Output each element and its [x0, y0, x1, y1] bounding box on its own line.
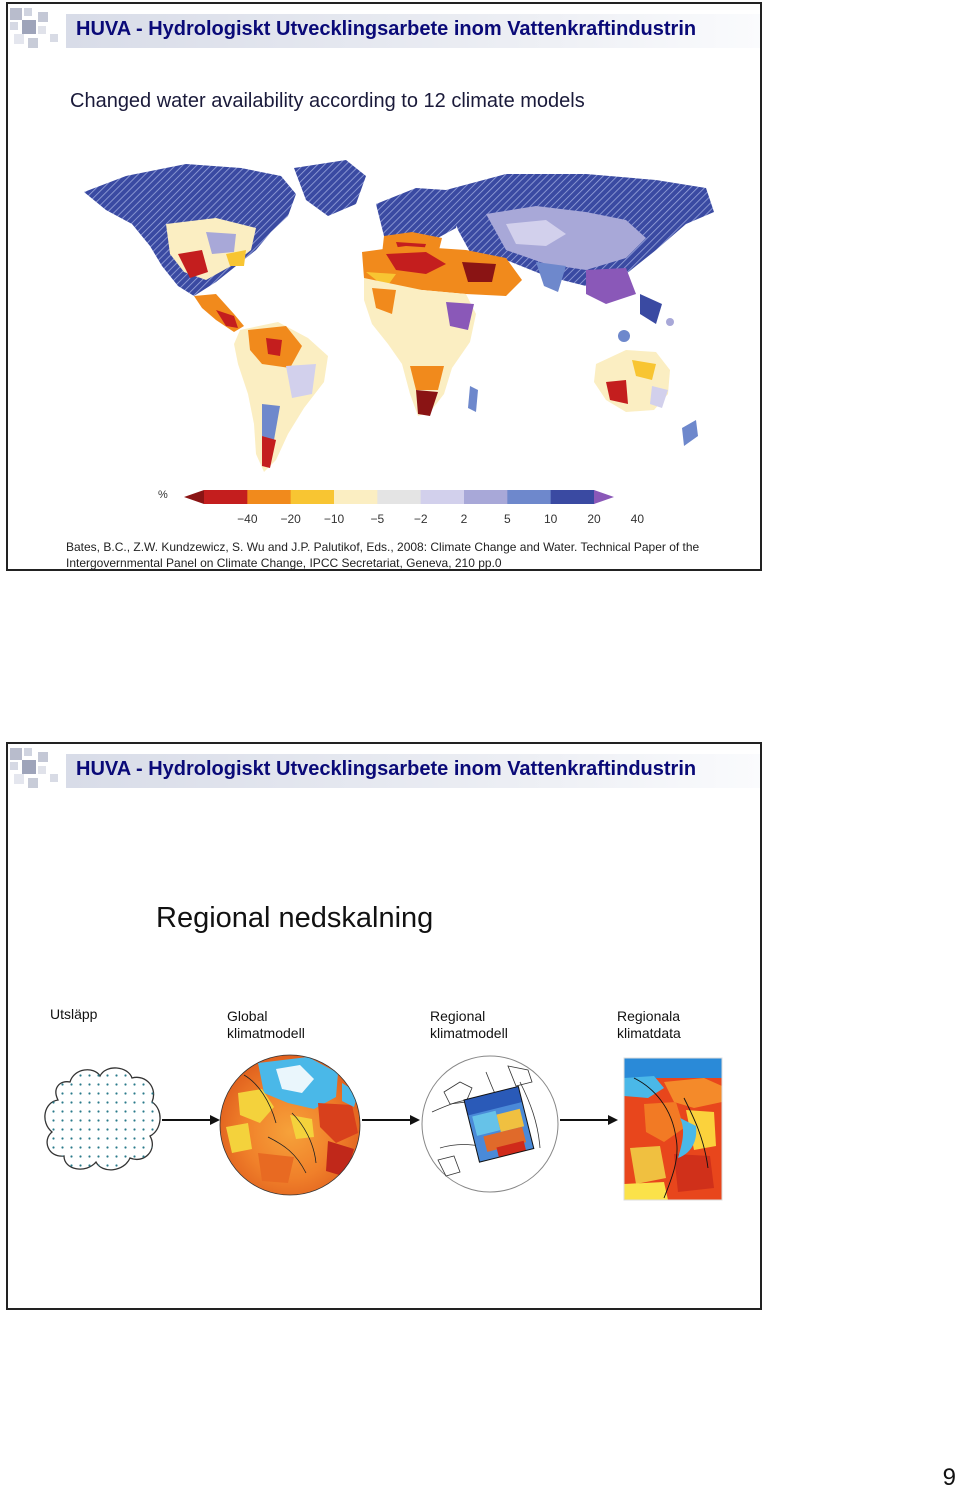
step-label-regional-model: Regional klimatmodell — [430, 1008, 508, 1041]
colorbar-segment — [464, 490, 508, 504]
arrow-right-icon — [162, 1114, 222, 1126]
colorbar-tick-label: −20 — [280, 512, 301, 526]
colorbar-legend — [158, 486, 645, 528]
emissions-cloud-icon — [40, 1062, 164, 1176]
arrow-right-icon — [560, 1114, 620, 1126]
colorbar-tick-label: 20 — [587, 512, 601, 526]
colorbar-tick-label: 5 — [503, 512, 511, 526]
reference-citation: Bates, B.C., Z.W. Kundzewicz, S. Wu and J.P. Palutikof, Eds., 2008: Climate Change and Water. Technical Paper of the Intergovernmental Panel on Climate Change, IPCC Secretariat, Geneva, 210 pp.0 — [66, 540, 700, 570]
colorbar-tick-label: 10 — [543, 512, 558, 526]
step-label-regional-data: Regionala klimatdata — [617, 1008, 681, 1041]
colorbar-segment — [551, 490, 595, 504]
regional-climate-model-globe — [420, 1052, 560, 1196]
colorbar-segment — [291, 490, 335, 504]
colorbar-segment — [247, 490, 291, 504]
step-label-global-model: Global klimatmodell — [227, 1008, 305, 1041]
colorbar-tick-label: −10 — [323, 512, 345, 526]
colorbar-tick-label: −40 — [237, 512, 258, 526]
header-decoration — [8, 4, 68, 54]
slide-title: Regional nedskalning — [156, 902, 434, 934]
arrow-right-icon — [362, 1114, 422, 1126]
header-title: HUVA - Hydrologiskt Utvecklingsarbete inom Vattenkraftindustrin — [76, 18, 697, 40]
step-label-emissions: Utsläpp — [50, 1006, 98, 1022]
slide-header — [8, 744, 760, 794]
colorbar-tick-label: −2 — [413, 512, 428, 526]
colorbar-tick-label: 40 — [630, 512, 645, 526]
regional-climate-data-map — [624, 1058, 722, 1200]
slide-title: Changed water availability according to 12 climate models — [70, 90, 585, 112]
colorbar-segment — [421, 490, 465, 504]
slide-header — [8, 4, 760, 54]
header-title: HUVA - Hydrologiskt Utvecklingsarbete inom Vattenkraftindustrin — [76, 758, 697, 780]
world-water-availability-map — [66, 154, 716, 484]
global-climate-model-globe — [218, 1053, 362, 1197]
colorbar-segment — [184, 490, 204, 504]
legend-unit: % — [158, 489, 168, 501]
colorbar-segment — [594, 490, 614, 504]
colorbar-tick-label: 2 — [460, 512, 468, 526]
page-number: 9 — [942, 1464, 956, 1491]
header-decoration — [8, 744, 68, 794]
colorbar-segment — [377, 490, 421, 504]
colorbar-segment — [507, 490, 551, 504]
colorbar-segment — [334, 490, 378, 504]
colorbar-tick-label: −5 — [370, 512, 385, 526]
colorbar-segment — [204, 490, 248, 504]
slide-1 — [6, 2, 762, 571]
